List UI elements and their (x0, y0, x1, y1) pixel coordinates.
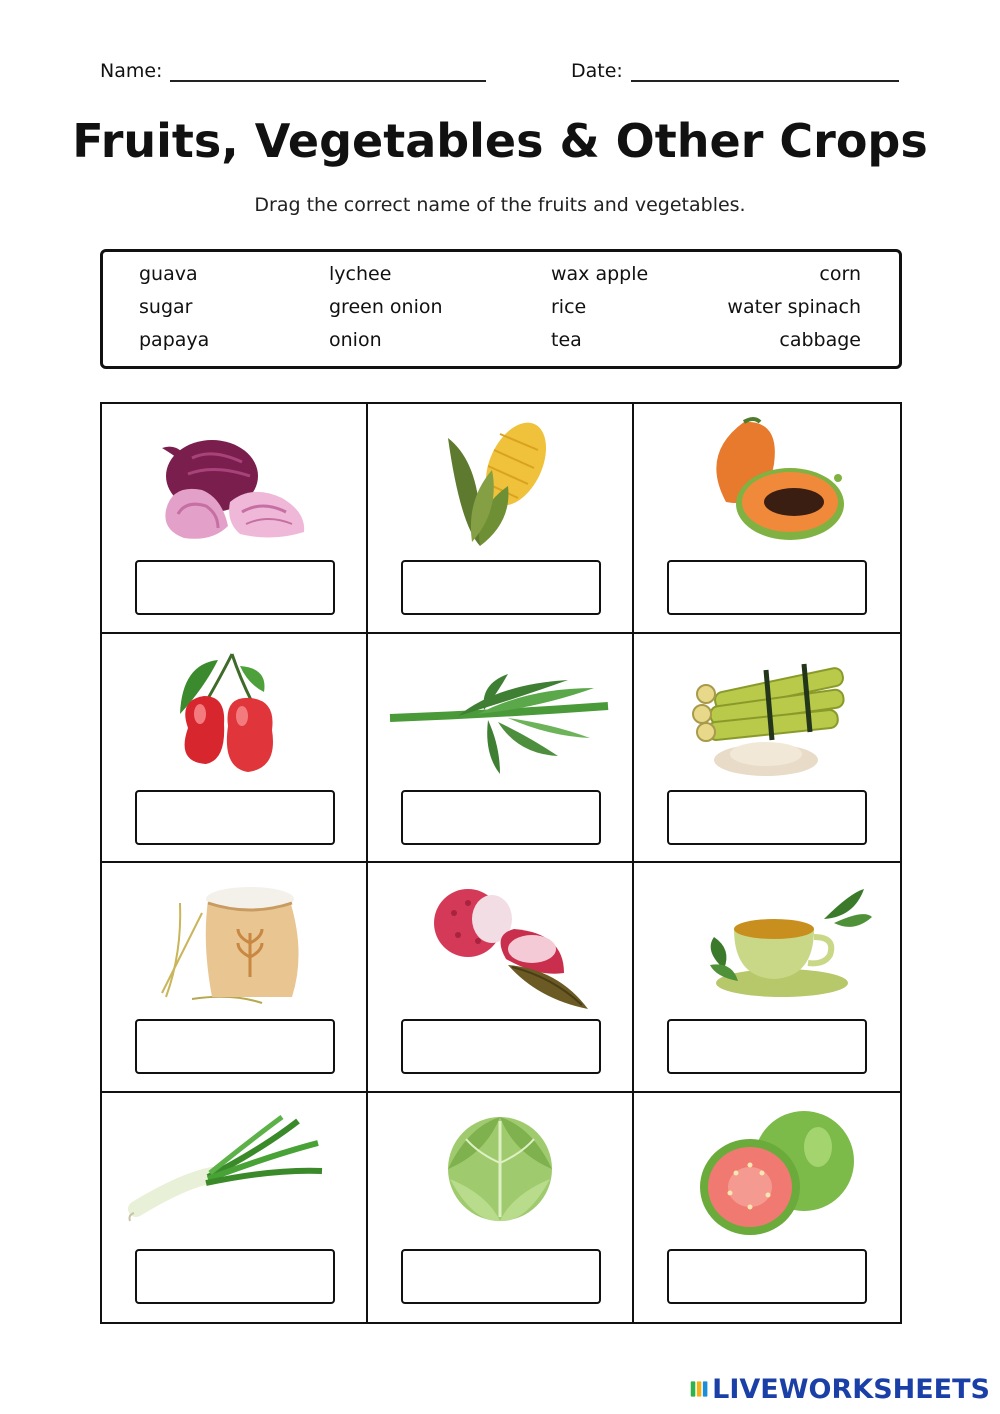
word-papaya[interactable]: papaya (139, 329, 210, 351)
grid-cell (368, 1093, 634, 1323)
picture-grid (100, 402, 902, 1324)
date-label: Date: (571, 60, 623, 82)
onion-icon (122, 414, 348, 554)
word-guava[interactable]: guava (139, 263, 198, 285)
grid-cell (368, 404, 634, 634)
brand-name: LIVEWORKSHEETS (712, 1373, 990, 1405)
grid-cell (102, 634, 368, 864)
grid-cell (634, 404, 900, 634)
date-line[interactable] (631, 62, 899, 82)
papaya-icon (654, 414, 880, 554)
page-title: Fruits, Vegetables & Other Crops (72, 114, 928, 168)
answer-box[interactable] (667, 790, 867, 845)
name-field (100, 60, 486, 82)
header-row (100, 60, 902, 86)
corn-icon (388, 414, 614, 554)
word-water-spinach[interactable]: water spinach (727, 296, 861, 318)
instructions: Drag the correct name of the fruits and vegetables. (254, 194, 746, 216)
grid-cell (102, 404, 368, 634)
lychee-icon (388, 873, 614, 1013)
word-corn[interactable]: corn (819, 263, 861, 285)
sugarcane-icon (654, 644, 880, 784)
answer-box[interactable] (401, 1019, 601, 1074)
cabbage-icon (388, 1103, 614, 1243)
grid-cell (368, 863, 634, 1093)
tea-cup-icon (654, 873, 880, 1013)
grid-cell (634, 863, 900, 1093)
wax-apple-icon (122, 644, 348, 784)
name-line[interactable] (170, 62, 486, 82)
answer-box[interactable] (667, 1249, 867, 1304)
word-sugar[interactable]: sugar (139, 296, 193, 318)
word-onion[interactable]: onion (329, 329, 382, 351)
grid-cell (634, 1093, 900, 1323)
word-green-onion[interactable]: green onion (329, 296, 443, 318)
answer-box[interactable] (135, 560, 335, 615)
brand-logo[interactable] (690, 1373, 990, 1405)
rice-sack-icon (122, 873, 348, 1013)
word-lychee[interactable]: lychee (329, 263, 392, 285)
answer-box[interactable] (135, 790, 335, 845)
answer-box[interactable] (667, 1019, 867, 1074)
answer-box[interactable] (401, 560, 601, 615)
brand-mark-icon (690, 1377, 708, 1401)
grid-cell (102, 863, 368, 1093)
word-cabbage[interactable]: cabbage (779, 329, 861, 351)
answer-box[interactable] (401, 790, 601, 845)
word-wax-apple[interactable]: wax apple (551, 263, 649, 285)
date-field (571, 60, 899, 82)
answer-box[interactable] (401, 1249, 601, 1304)
answer-box[interactable] (667, 560, 867, 615)
name-label: Name: (100, 60, 163, 82)
answer-box[interactable] (135, 1019, 335, 1074)
guava-icon (654, 1103, 880, 1243)
grid-cell (102, 1093, 368, 1323)
green-onion-icon (122, 1103, 348, 1243)
grid-cell (368, 634, 634, 864)
word-rice[interactable]: rice (551, 296, 587, 318)
grid-cell (634, 634, 900, 864)
word-bank (100, 249, 902, 369)
word-tea[interactable]: tea (551, 329, 582, 351)
water-spinach-icon (388, 644, 614, 784)
answer-box[interactable] (135, 1249, 335, 1304)
